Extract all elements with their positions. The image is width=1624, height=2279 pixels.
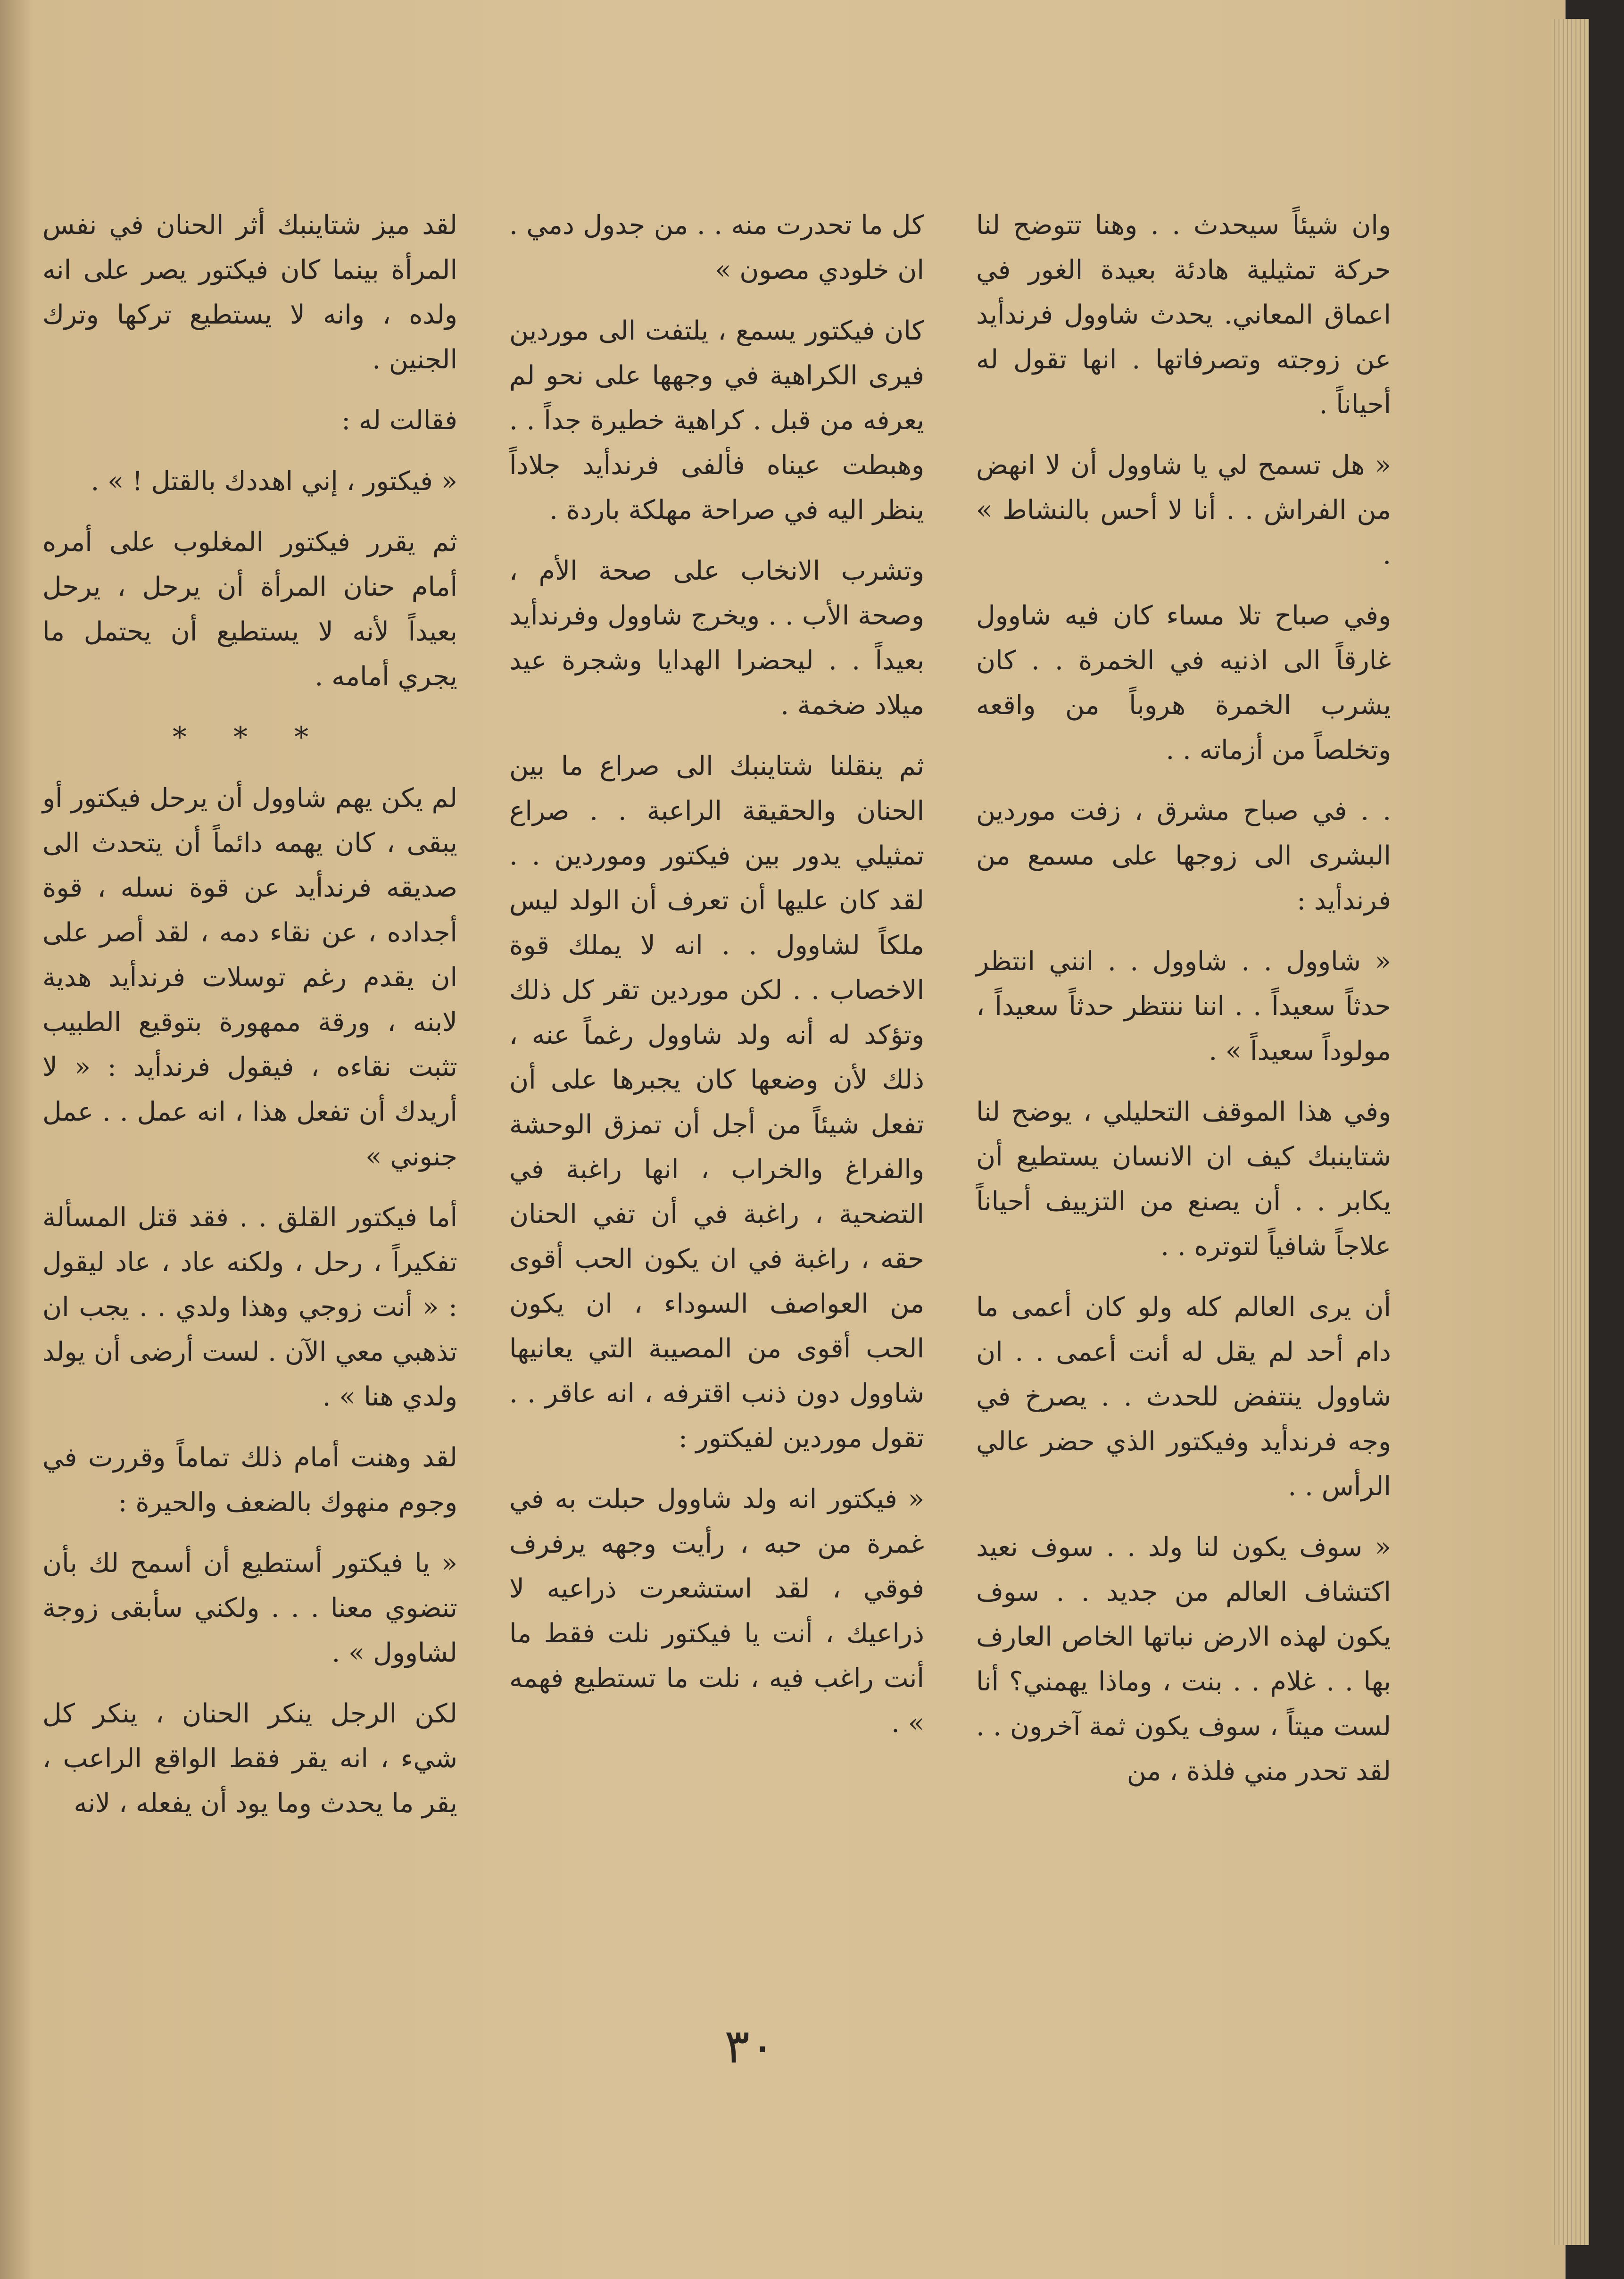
paragraph: « هل تسمح لي يا شاوول أن لا انهض من الفراش . . أنا لا أحس بالنشاط » . [976, 450, 1391, 570]
paragraph: « يا فيكتور أستطيع أن أسمح لك بأن تنضوي معنا . . . ولكني سأبقى زوجة لشاوول » . [42, 1548, 457, 1668]
paragraph: كان فيكتور يسمع ، يلتفت الى موردين فيرى الكراهية في وجهها على نحو لم يعرفه من قبل . كراهية خطيرة جداً . . وهبطت عيناه فألفى فرندأيد جلاداً ينظر اليه في صراحة مهلكة باردة . [509, 316, 924, 525]
text-column-right [976, 203, 1391, 2089]
paragraph: وفي صباح تلا مساء كان فيه شاوول غارقاً الى اذنيه في الخمرة . . كان يشرب الخمرة هروباً من واقعه وتخلصاً من أزماته . . [976, 600, 1391, 765]
paragraph: « شاوول . . شاوول . . انني انتظر حدثاً سعيداً . . اننا ننتظر حدثاً سعيداً ، مولوداً سعيداً » . [976, 946, 1391, 1066]
paragraph: أن يرى العالم كله ولو كان أعمى ما دام أحد لم يقل له أنت أعمى . . ان شاوول ينتفض للحدث . . يصرخ في وجه فرندأيد وفيكتور الذي حضر عالي الرأس . . [976, 1292, 1391, 1502]
paragraph: لقد ميز شتاينبك أثر الحنان في نفس المرأة بينما كان فيكتور يصر على انه ولده ، وانه لا يستطيع تركها وترك الجنين . [42, 210, 457, 375]
paragraph: ثم ينقلنا شتاينبك الى صراع ما بين الحنان والحقيقة الراعبة . . صراع تمثيلي يدور بين فيكتور وموردين . . لقد كان عليها أن تعرف أن الولد ليس ملكاً لشاوول . . انه لا يملك قوة الاخصاب . . لكن موردين تقر كل ذلك وتؤكد له أنه ولد شاوول رغماً عنه ، ذلك لأن وضعها كان يجبرها على أن تفعل شيئاً من أجل أن تمزق الوحشة والفراغ والخراب ، انها راغبة في التضحية ، راغبة في أن تفي الحنان حقه ، راغبة في ان يكون الحب أقوى من العواصف السوداء ، ان يكون الحب أقوى من المصيبة التي يعانيها شاوول دون ذنب اقترفه ، انه عاقر . . تقول موردين لفيكتور : [509, 751, 925, 1454]
paragraph: . . في صباح مشرق ، زفت موردين البشرى الى زوجها على مسمع من فرندأيد : [976, 796, 1392, 916]
section-divider: * * * [172, 721, 328, 754]
paragraph: ثم يقرر فيكتور المغلوب على أمره أمام حنان المرأة أن يرحل ، يرحل بعيداً لأنه لا يستطيع أن يحتمل ما يجري أمامه . [42, 527, 457, 692]
paragraph: وان شيئاً سيحدث . . وهنا تتوضح لنا حركة تمثيلية هادئة بعيدة الغور في اعماق المعاني. يحدث شاوول فرندأيد عن زوجته وتصرفاتها . انها تقول له أحياناً . [976, 210, 1391, 420]
text-column-left [42, 203, 457, 2089]
page-edges [1551, 19, 1589, 2245]
paragraph: « سوف يكون لنا ولد . . سوف نعيد اكتشاف العالم من جديد . . سوف يكون لهذه الارض نباتها الخاص العارف بها . . غلام . . بنت ، وماذا يهمني؟ أنا لست ميتاً ، سوف يكون ثمة آخرون . . لقد تحدر مني فلذة ، من [976, 1532, 1391, 1787]
paragraph: لكن الرجل ينكر الحنان ، ينكر كل شيء ، انه يقر فقط الواقع الراعب ، يقر ما يحدث وما يود أن يفعله ، لانه [42, 1698, 457, 1819]
paragraph: « فيكتور انه ولد شاوول حبلت به في غمرة من حبه ، رأيت وجهه يرفرف فوقي ، لقد استشعرت ذراعيه لا ذراعيك ، أنت يا فيكتور نلت فقط ما أنت راغب فيه ، نلت ما تستطيع فهمه » . [509, 1484, 924, 1738]
paragraph: وفي هذا الموقف التحليلي ، يوضح لنا شتاينبك كيف ان الانسان يستطيع أن يكابر . . أن يصنع من التزييف أحياناً علاجاً شافياً لتوتره . . [976, 1097, 1391, 1262]
paragraph: لم يكن يهم شاوول أن يرحل فيكتور أو يبقى ، كان يهمه دائماً أن يتحدث الى صديقه فرندأيد عن قوة نسله ، قوة أجداده ، عن نقاء دمه ، لقد أصر على ان يقدم رغم توسلات فرندأيد هدية لابنه ، ورقة ممهورة بتوقيع الطبيب تثبت نقاءه ، فيقول فرندأيد : « لا أريدك أن تفعل هذا ، انه عمل . . عمل جنوني » [42, 783, 457, 1172]
paragraph: فقالت له : [341, 405, 457, 436]
spine-shadow [0, 0, 33, 2279]
page-number: ٣٠ [724, 2019, 775, 2074]
paragraph: كل ما تحدرت منه . . من جدول دمي . ان خلودي مصون » [509, 210, 924, 285]
paragraph: « فيكتور ، إني اهددك بالقتل ! » . [91, 466, 457, 497]
text-column-middle [509, 203, 924, 2089]
paragraph: لقد وهنت أمام ذلك تماماً وقررت في وجوم منهوك بالضعف والحيرة : [42, 1442, 457, 1518]
paragraph: أما فيكتور القلق . . فقد قتل المسألة تفكيراً ، رحل ، ولكنه عاد ، عاد ليقول : « أنت زوجي وهذا ولدي . . يجب ان تذهبي معي الآن . لست أرضى أن يولد ولدي هنا » . [42, 1202, 457, 1412]
paragraph: وتشرب الانخاب على صحة الأم ، وصحة الأب . . ويخرج شاوول وفرندأيد بعيداً . . ليحضرا الهدايا وشجرة عيد ميلاد ضخمة . [509, 556, 924, 721]
